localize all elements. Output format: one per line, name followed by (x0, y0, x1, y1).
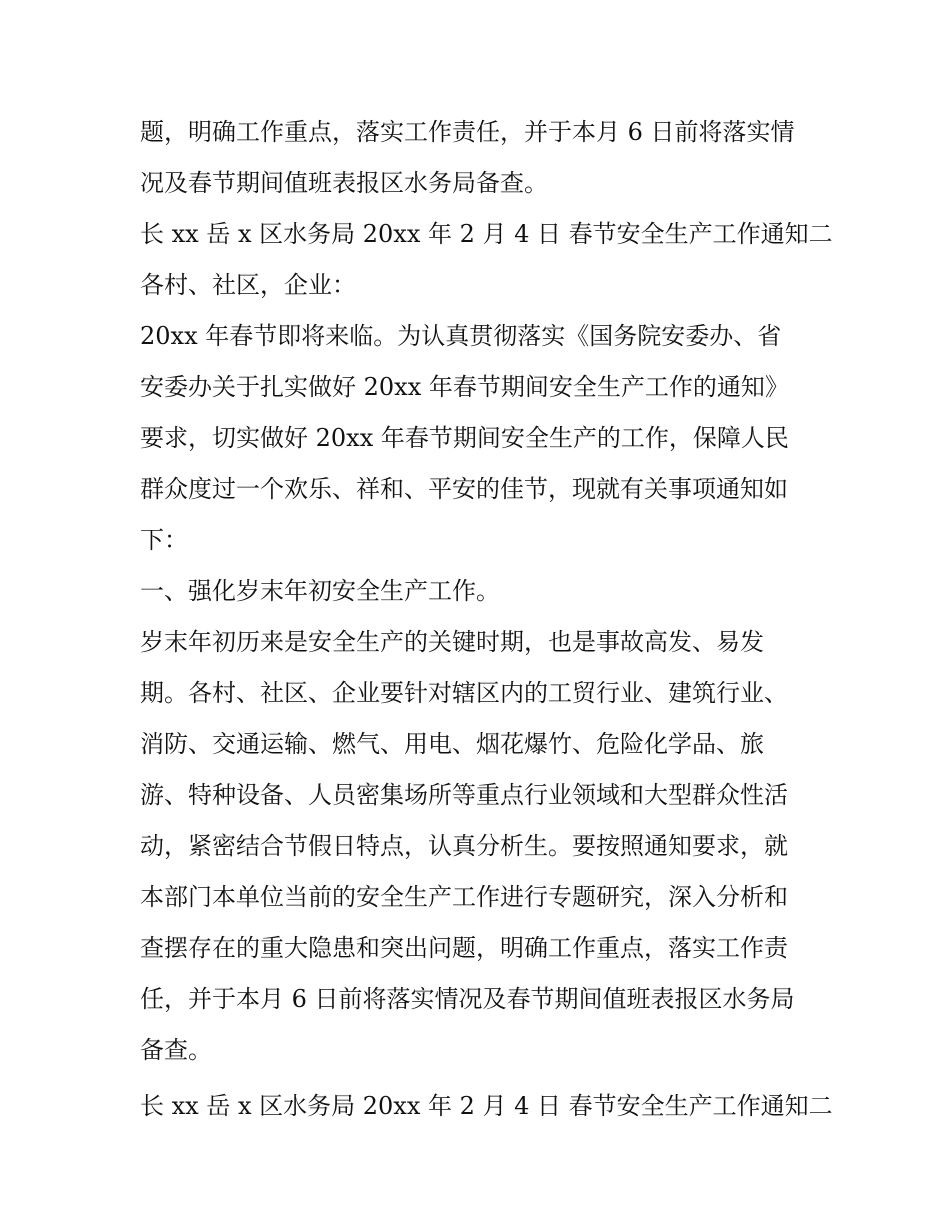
text-line: 动，紧密结合节假日特点，认真分析生。要按照通知要求，就 (140, 832, 788, 860)
text-line: 任，并于本月 6 日前将落实情况及春节期间值班表报区水务局 (140, 985, 795, 1013)
text-line: 消防、交通运输、燃气、用电、烟花爆竹、危险化学品、旅 (140, 730, 764, 758)
document-body (140, 107, 833, 1132)
text-line: 期。各村、社区、企业要针对辖区内的工贸行业、建筑行业、 (140, 679, 788, 707)
text-line: 20xx 年春节即将来临。为认真贯彻落实《国务院安委办、省 (140, 322, 782, 350)
text-line: 况及春节期间值班表报区水务局备查。 (140, 169, 548, 197)
text-line: 群众度过一个欢乐、祥和、平安的佳节，现就有关事项通知如 (140, 475, 788, 503)
text-line: 备查。 (140, 1036, 212, 1064)
text-line: 查摆存在的重大隐患和突出问题，明确工作重点，落实工作责 (140, 934, 788, 962)
text-line: 题，明确工作重点，落实工作责任，并于本月 6 日前将落实情 (140, 118, 795, 146)
text-line: 本部门本单位当前的安全生产工作进行专题研究，深入分析和 (140, 883, 788, 911)
text-line: 游、特种设备、人员密集场所等重点行业领域和大型群众性活 (140, 781, 788, 809)
text-line: 长 xx 岳 x 区水务局 20xx 年 2 月 4 日 春节安全生产工作通知二 (140, 220, 833, 248)
text-line: 长 xx 岳 x 区水务局 20xx 年 2 月 4 日 春节安全生产工作通知二 (140, 1092, 833, 1120)
text-line: 下： (140, 526, 188, 554)
text-line: 安委办关于扎实做好 20xx 年春节期间安全生产工作的通知》 (140, 373, 789, 401)
text-line: 各村、社区，企业： (140, 271, 356, 299)
text-line: 要求，切实做好 20xx 年春节期间安全生产的工作，保障人民 (140, 424, 789, 452)
text-line: 岁末年初历来是安全生产的关键时期，也是事故高发、易发 (140, 628, 764, 656)
section-heading: 一、强化岁末年初安全生产工作。 (140, 577, 500, 605)
